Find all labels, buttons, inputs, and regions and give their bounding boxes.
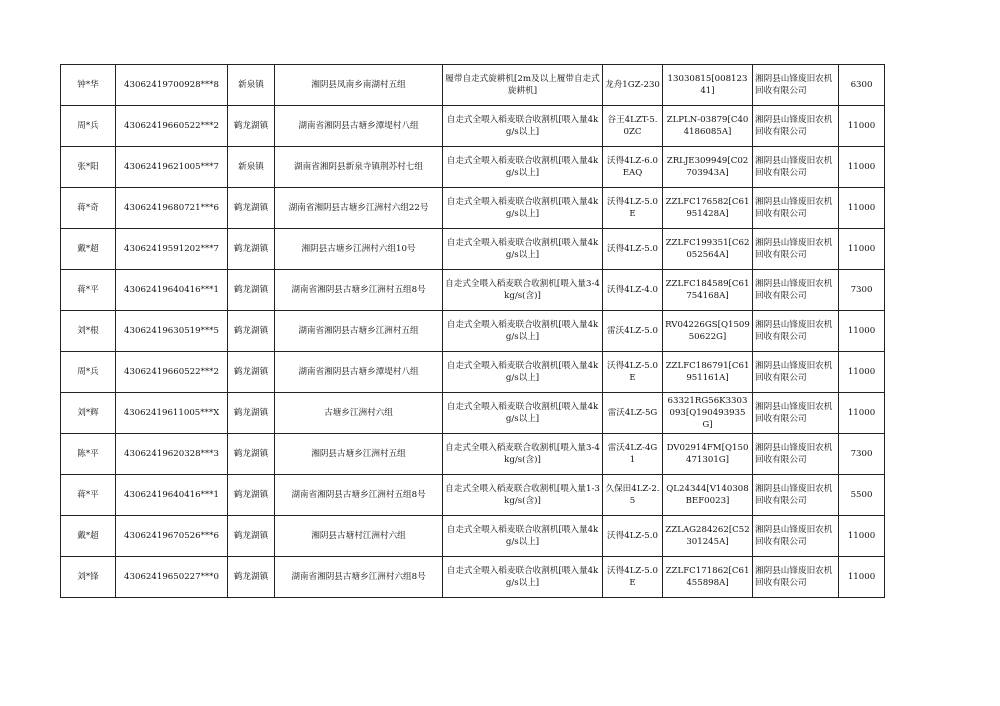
subsidy-amount-cell: 11000	[839, 311, 885, 352]
id-number-cell: 43062419650227***0	[116, 557, 228, 598]
model-cell: 龙舟1GZ-230	[603, 65, 663, 106]
table-row	[61, 557, 885, 598]
serial-number-cell: ZRLJE309949[C02703943A]	[663, 147, 753, 188]
machine-type-cell: 履带自走式旋耕机[2m及以上履带自走式旋耕机]	[443, 65, 603, 106]
id-number-cell: 43062419640416***1	[116, 270, 228, 311]
recycler-cell: 湘阴县山锋废旧农机回收有限公司	[753, 557, 839, 598]
table-row	[61, 393, 885, 434]
subsidy-amount-cell: 7300	[839, 434, 885, 475]
recycler-cell: 湘阴县山锋废旧农机回收有限公司	[753, 434, 839, 475]
owner-name-cell: 蒋*奇	[61, 188, 116, 229]
subsidy-amount-cell: 11000	[839, 188, 885, 229]
address-cell: 湖南省湘阴县古塘乡江洲村五组8号	[275, 270, 443, 311]
recycler-cell: 湘阴县山锋废旧农机回收有限公司	[753, 106, 839, 147]
machine-type-cell: 自走式全喂入稻麦联合收割机[喂入量3-4kg/s(含)]	[443, 270, 603, 311]
address-cell: 湘阴县古塘乡江洲村五组	[275, 434, 443, 475]
serial-number-cell: ZZLFC199351[C62052564A]	[663, 229, 753, 270]
recycler-cell: 湘阴县山锋废旧农机回收有限公司	[753, 270, 839, 311]
subsidy-amount-cell: 11000	[839, 352, 885, 393]
owner-name-cell: 周*兵	[61, 106, 116, 147]
machine-type-cell: 自走式全喂入稻麦联合收割机[喂入量4kg/s以上]	[443, 188, 603, 229]
subsidy-amount-cell: 11000	[839, 393, 885, 434]
address-cell: 古塘乡江洲村六组	[275, 393, 443, 434]
serial-number-cell: ZZLFC176582[C61951428A]	[663, 188, 753, 229]
owner-name-cell: 张*阳	[61, 147, 116, 188]
address-cell: 湖南省湘阴县古塘乡江洲村六组22号	[275, 188, 443, 229]
model-cell: 沃得4LZ-4.0	[603, 270, 663, 311]
subsidy-amount-cell: 11000	[839, 229, 885, 270]
owner-name-cell: 刘*辉	[61, 393, 116, 434]
id-number-cell: 43062419660522***2	[116, 352, 228, 393]
serial-number-cell: ZZLFC184589[C61754168A]	[663, 270, 753, 311]
serial-number-cell: ZLPLN-03879[C404186085A]	[663, 106, 753, 147]
recycler-cell: 湘阴县山锋废旧农机回收有限公司	[753, 352, 839, 393]
id-number-cell: 43062419591202***7	[116, 229, 228, 270]
machine-type-cell: 自走式全喂入稻麦联合收割机[喂入量3-4kg/s(含)]	[443, 434, 603, 475]
subsidy-amount-cell: 11000	[839, 557, 885, 598]
model-cell: 雷沃4LZ-5G	[603, 393, 663, 434]
serial-number-cell: ZZLAG284262[C52301245A]	[663, 516, 753, 557]
town-cell: 鹤龙湖镇	[228, 516, 275, 557]
machine-type-cell: 自走式全喂入稻麦联合收割机[喂入量4kg/s以上]	[443, 557, 603, 598]
machine-type-cell: 自走式全喂入稻麦联合收割机[喂入量1-3kg/s(含)]	[443, 475, 603, 516]
town-cell: 鹤龙湖镇	[228, 270, 275, 311]
recycler-cell: 湘阴县山锋废旧农机回收有限公司	[753, 311, 839, 352]
table-row	[61, 106, 885, 147]
serial-number-cell: RV04226GS[Q150950622G]	[663, 311, 753, 352]
model-cell: 沃得4LZ-5.0E	[603, 352, 663, 393]
table-row	[61, 516, 885, 557]
serial-number-cell: QL24344[V140308BEF0023]	[663, 475, 753, 516]
machine-type-cell: 自走式全喂入稻麦联合收割机[喂入量4kg/s以上]	[443, 393, 603, 434]
town-cell: 鹤龙湖镇	[228, 434, 275, 475]
town-cell: 鹤龙湖镇	[228, 106, 275, 147]
machine-type-cell: 自走式全喂入稻麦联合收割机[喂入量4kg/s以上]	[443, 229, 603, 270]
town-cell: 鹤龙湖镇	[228, 557, 275, 598]
address-cell: 湖南省湘阴县古塘乡江洲村五组	[275, 311, 443, 352]
recycler-cell: 湘阴县山锋废旧农机回收有限公司	[753, 65, 839, 106]
table-row	[61, 147, 885, 188]
town-cell: 新泉镇	[228, 147, 275, 188]
table-row	[61, 434, 885, 475]
owner-name-cell: 钟*华	[61, 65, 116, 106]
owner-name-cell: 蒋*平	[61, 475, 116, 516]
subsidy-records-table	[60, 64, 885, 598]
town-cell: 新泉镇	[228, 65, 275, 106]
id-number-cell: 43062419630519***5	[116, 311, 228, 352]
machine-type-cell: 自走式全喂入稻麦联合收割机[喂入量4kg/s以上]	[443, 147, 603, 188]
model-cell: 谷王4LZT-5.0ZC	[603, 106, 663, 147]
model-cell: 沃得4LZ-5.0	[603, 229, 663, 270]
address-cell: 湖南省湘阴县古塘乡潭堤村八组	[275, 352, 443, 393]
town-cell: 鹤龙湖镇	[228, 311, 275, 352]
owner-name-cell: 戴*超	[61, 229, 116, 270]
recycler-cell: 湘阴县山锋废旧农机回收有限公司	[753, 516, 839, 557]
id-number-cell: 43062419620328***3	[116, 434, 228, 475]
id-number-cell: 43062419660522***2	[116, 106, 228, 147]
table-row	[61, 229, 885, 270]
owner-name-cell: 刘*根	[61, 311, 116, 352]
owner-name-cell: 陈*平	[61, 434, 116, 475]
address-cell: 湖南省湘阴县古塘乡江洲村五组8号	[275, 475, 443, 516]
table-row	[61, 65, 885, 106]
model-cell: 雷沃4LZ-5.0	[603, 311, 663, 352]
address-cell: 湖南省湘阴县古塘乡潭堤村八组	[275, 106, 443, 147]
model-cell: 沃得4LZ-5.0E	[603, 188, 663, 229]
serial-number-cell: ZZLFC186791[C61951161A]	[663, 352, 753, 393]
town-cell: 鹤龙湖镇	[228, 393, 275, 434]
table-row	[61, 311, 885, 352]
address-cell: 湖南省湘阴县古塘乡江洲村六组8号	[275, 557, 443, 598]
table-body	[61, 65, 885, 598]
owner-name-cell: 刘*锋	[61, 557, 116, 598]
machine-type-cell: 自走式全喂入稻麦联合收割机[喂入量4kg/s以上]	[443, 311, 603, 352]
id-number-cell: 43062419670526***6	[116, 516, 228, 557]
town-cell: 鹤龙湖镇	[228, 475, 275, 516]
model-cell: 雷沃4LZ-4G1	[603, 434, 663, 475]
subsidy-amount-cell: 7300	[839, 270, 885, 311]
subsidy-amount-cell: 11000	[839, 516, 885, 557]
machine-type-cell: 自走式全喂入稻麦联合收割机[喂入量4kg/s以上]	[443, 516, 603, 557]
address-cell: 湖南省湘阴县新泉寺镇荆苏村七组	[275, 147, 443, 188]
model-cell: 久保田4LZ-2.5	[603, 475, 663, 516]
address-cell: 湘阴县古塘村江洲村六组	[275, 516, 443, 557]
town-cell: 鹤龙湖镇	[228, 188, 275, 229]
owner-name-cell: 蒋*平	[61, 270, 116, 311]
table-row	[61, 352, 885, 393]
town-cell: 鹤龙湖镇	[228, 352, 275, 393]
town-cell: 鹤龙湖镇	[228, 229, 275, 270]
recycler-cell: 湘阴县山锋废旧农机回收有限公司	[753, 475, 839, 516]
serial-number-cell: 63321RG56K3303093[Q190493935G]	[663, 393, 753, 434]
subsidy-amount-cell: 6300	[839, 65, 885, 106]
address-cell: 湘阴县凤南乡南湖村五组	[275, 65, 443, 106]
serial-number-cell: DV02914FM[Q150471301G]	[663, 434, 753, 475]
recycler-cell: 湘阴县山锋废旧农机回收有限公司	[753, 147, 839, 188]
machine-type-cell: 自走式全喂入稻麦联合收割机[喂入量4kg/s以上]	[443, 352, 603, 393]
model-cell: 沃得4LZ-6.0EAQ	[603, 147, 663, 188]
id-number-cell: 43062419611005***X	[116, 393, 228, 434]
serial-number-cell: 13030815[00812341]	[663, 65, 753, 106]
address-cell: 湘阴县古塘乡江洲村六组10号	[275, 229, 443, 270]
machine-type-cell: 自走式全喂入稻麦联合收割机[喂入量4kg/s以上]	[443, 106, 603, 147]
table-row	[61, 188, 885, 229]
table-row	[61, 475, 885, 516]
id-number-cell: 43062419700928***8	[116, 65, 228, 106]
model-cell: 沃得4LZ-5.0E	[603, 557, 663, 598]
recycler-cell: 湘阴县山锋废旧农机回收有限公司	[753, 188, 839, 229]
owner-name-cell: 周*兵	[61, 352, 116, 393]
subsidy-amount-cell: 5500	[839, 475, 885, 516]
id-number-cell: 43062419680721***6	[116, 188, 228, 229]
recycler-cell: 湘阴县山锋废旧农机回收有限公司	[753, 393, 839, 434]
id-number-cell: 43062419621005***7	[116, 147, 228, 188]
table-row	[61, 270, 885, 311]
id-number-cell: 43062419640416***1	[116, 475, 228, 516]
serial-number-cell: ZZLFC171862[C61455898A]	[663, 557, 753, 598]
model-cell: 沃得4LZ-5.0	[603, 516, 663, 557]
subsidy-amount-cell: 11000	[839, 106, 885, 147]
owner-name-cell: 戴*超	[61, 516, 116, 557]
recycler-cell: 湘阴县山锋废旧农机回收有限公司	[753, 229, 839, 270]
subsidy-amount-cell: 11000	[839, 147, 885, 188]
